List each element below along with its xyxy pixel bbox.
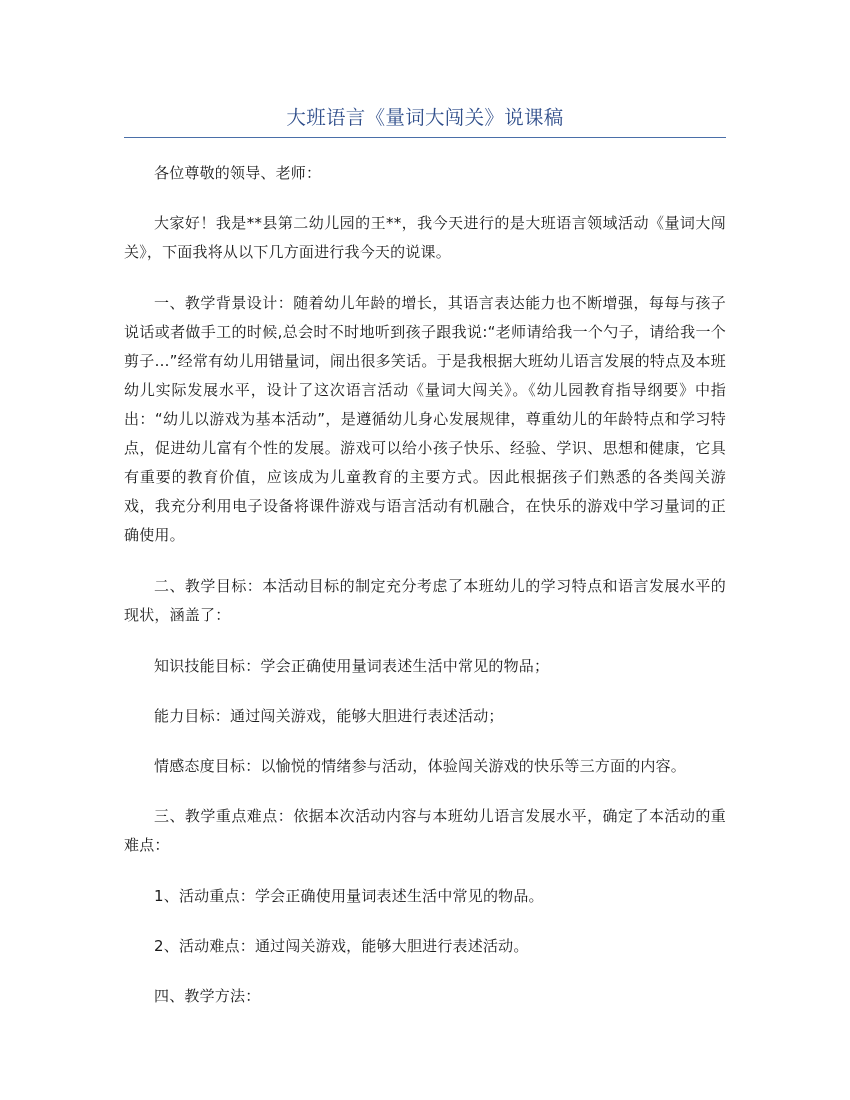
title-underline bbox=[124, 137, 726, 138]
paragraph-intro: 大家好！我是**县第二幼儿园的王**，我今天进行的是大班语言领域活动《量词大闯关》，下面我将从以下几方面进行我今天的说课。 bbox=[124, 214, 726, 261]
paragraph-background: 一、教学背景设计：随着幼儿年龄的增长，其语言表达能力也不断增强，每每与孩子说话或者做手工的时候,总会时不时地听到孩子跟我说:“老师请给我一个勺子，请给我一个剪子…”经常有幼儿用错量词，闹出很多笑话。于是我根据大班幼儿语言发展的特点及本班幼儿实际发展水平，设计了这次语言活动《量词大闯关》。《幼儿园教育指导纲要》中指出：“幼儿以游戏为基本活动”，是遵循幼儿身心发展规律，尊重幼儿的年龄特点和学习特点，促进幼儿富有个性的发展。游戏可以给小孩子快乐、经验、学识、思想和健康，它具有重要的教育价值，应该成为儿童教育的主要方式。因此根据孩子们熟悉的各类闯关游戏，我充分利用电子设备将课件游戏与语言活动有机融合，在快乐的游戏中学习量词的正确使用。 bbox=[124, 294, 726, 544]
document-title: 大班语言《量词大闯关》说课稿 bbox=[286, 106, 564, 129]
paragraph-methods-heading: 四、教学方法： bbox=[154, 987, 261, 1005]
paragraph-greeting: 各位尊敬的领导、老师： bbox=[154, 164, 322, 182]
document-body bbox=[124, 159, 726, 1011]
paragraph-goal-ability: 能力目标：通过闯关游戏，能够大胆进行表述活动； bbox=[154, 707, 504, 725]
paragraph-key-point-2: 2、活动难点：通过闯关游戏，能够大胆进行表述活动。 bbox=[154, 937, 529, 955]
paragraph-goal-knowledge: 知识技能目标：学会正确使用量词表述生活中常见的物品； bbox=[154, 657, 550, 675]
paragraph-key-point-1: 1、活动重点：学会正确使用量词表述生活中常见的物品。 bbox=[154, 887, 544, 905]
paragraph-key-points: 三、教学重点难点：依据本次活动内容与本班幼儿语言发展水平，确定了本活动的重难点： bbox=[124, 807, 726, 854]
paragraph-goal-emotion: 情感态度目标：以愉悦的情绪参与活动，体验闯关游戏的快乐等三方面的内容。 bbox=[154, 757, 687, 775]
paragraph-goals: 二、教学目标：本活动目标的制定充分考虑了本班幼儿的学习特点和语言发展水平的现状，涵盖了： bbox=[124, 577, 726, 624]
